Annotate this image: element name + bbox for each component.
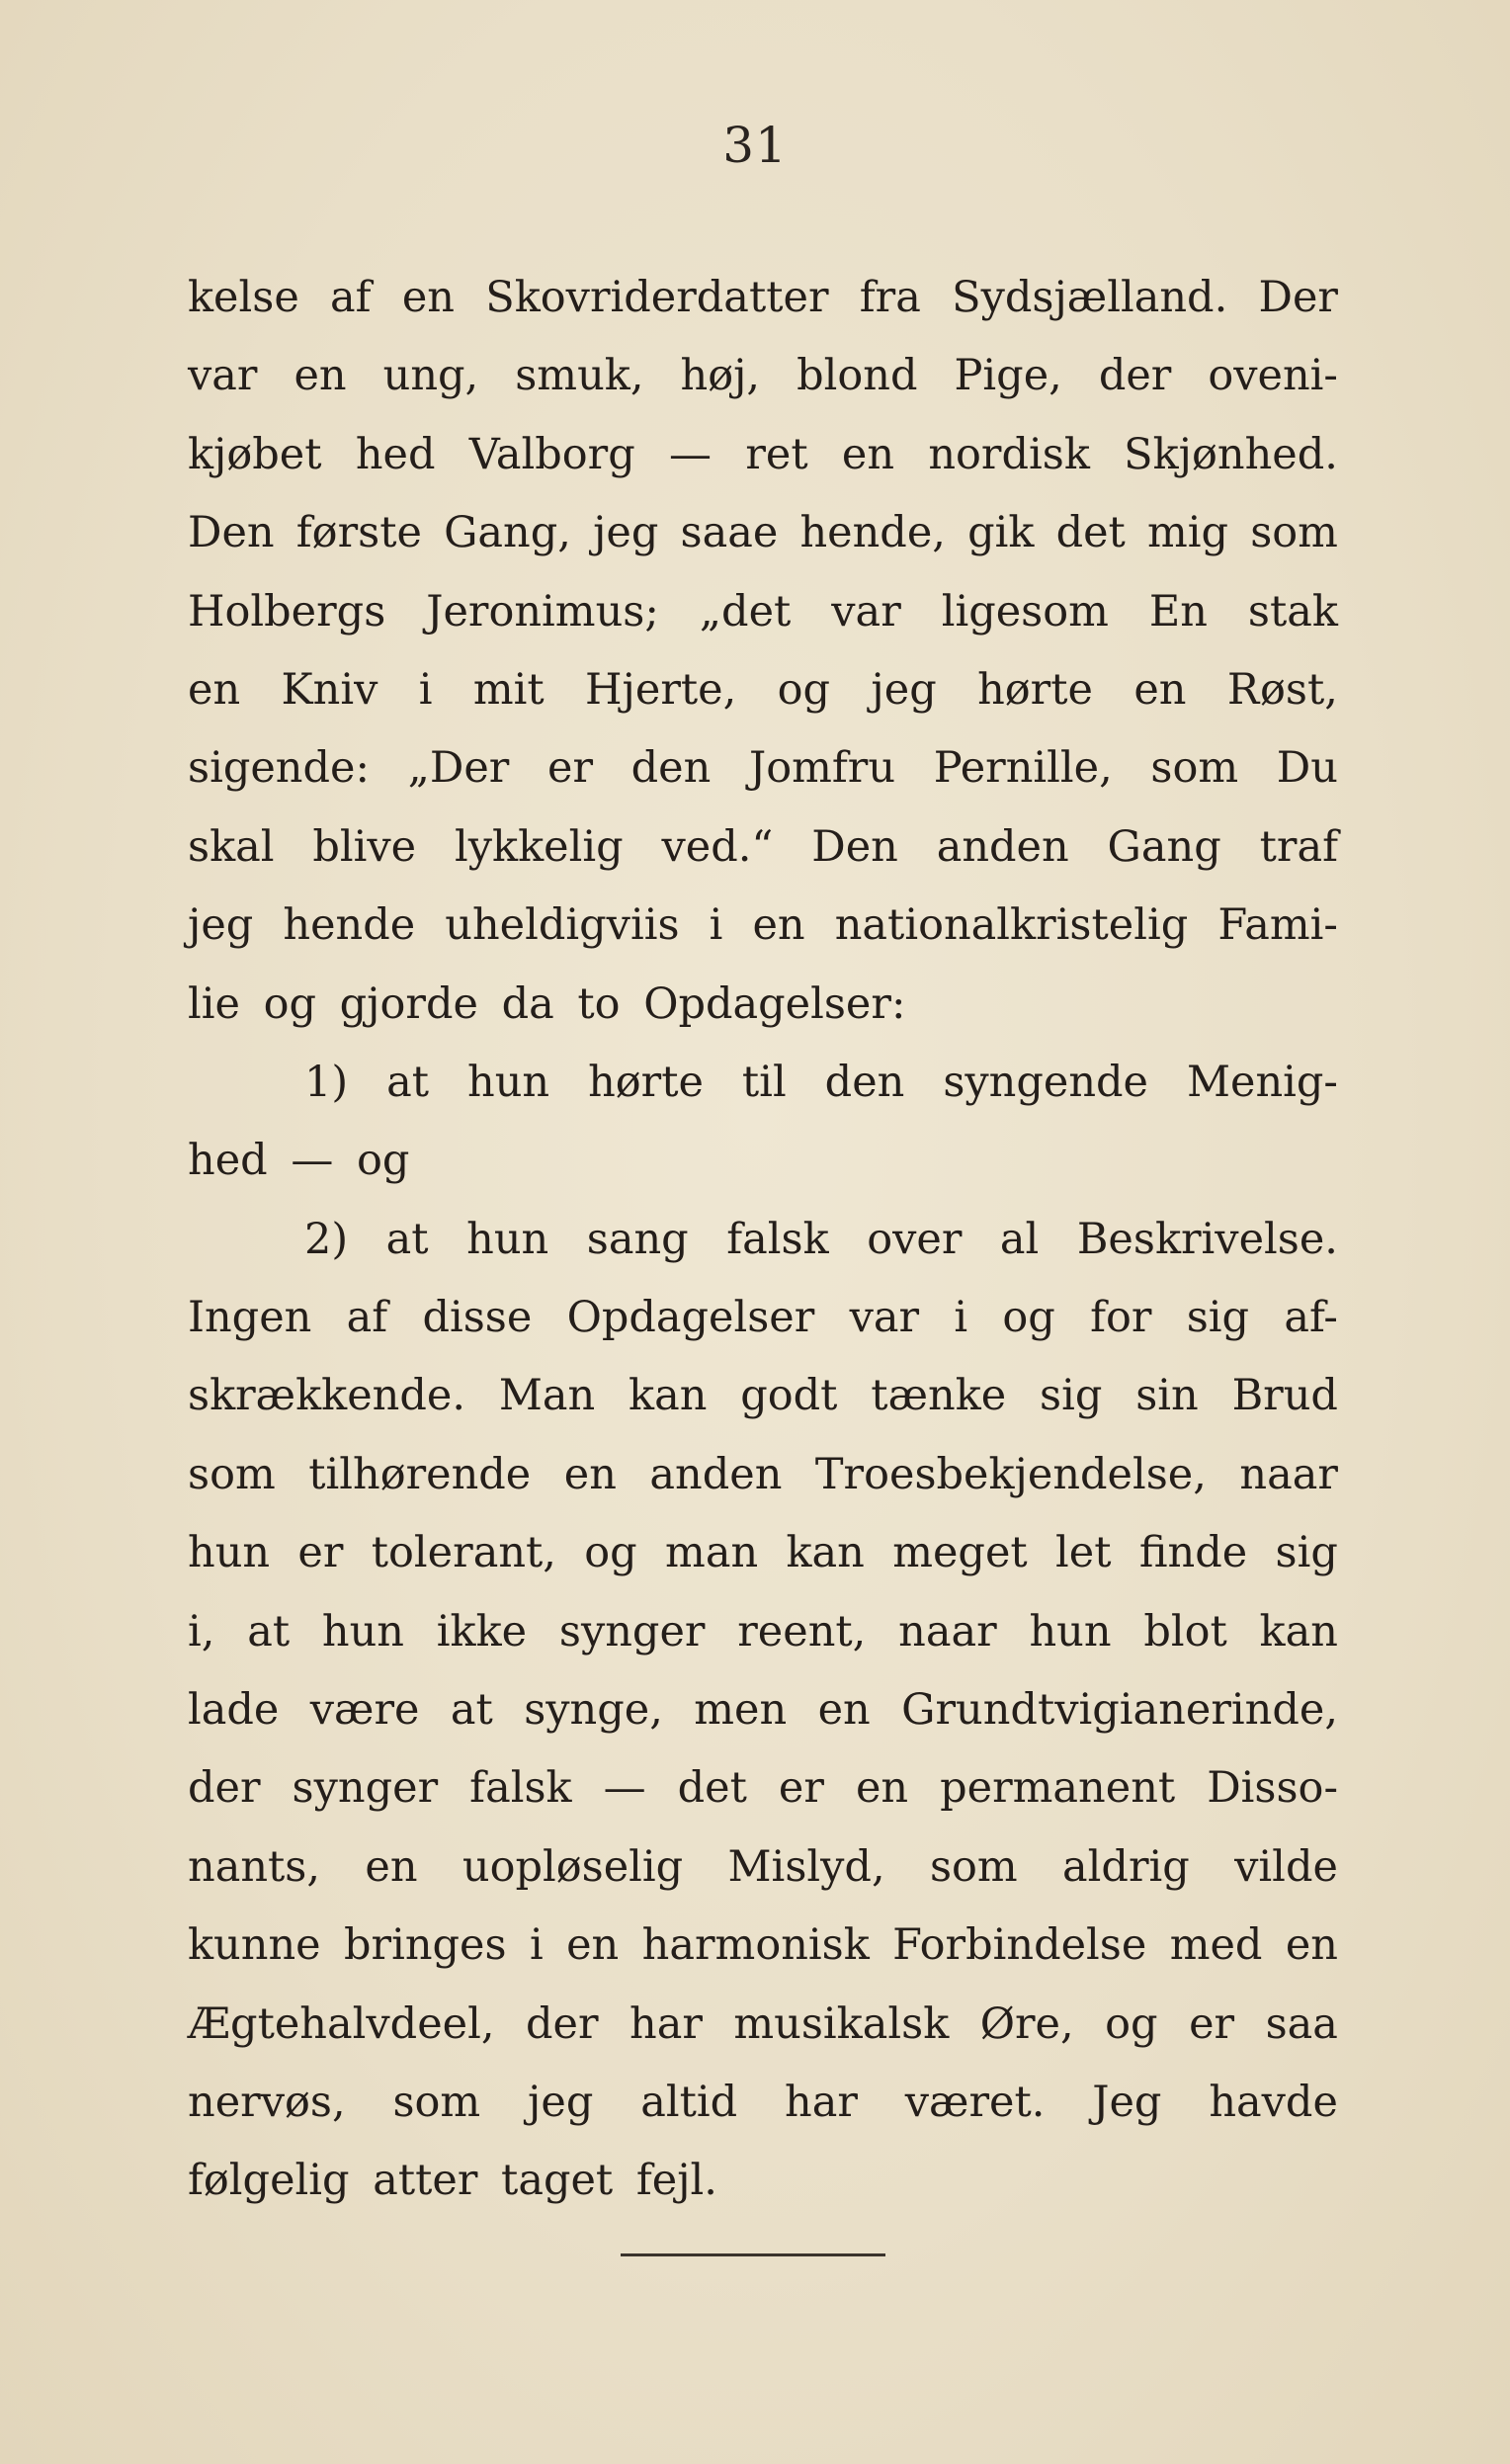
word: til: [741, 1057, 787, 1107]
word: er: [1189, 1998, 1235, 2049]
word: som: [392, 2077, 481, 2127]
word: Opdagelser:: [643, 978, 906, 1029]
word: harmonisk: [641, 1920, 870, 1971]
word: var: [849, 1293, 920, 1343]
text-line: [188, 2142, 1338, 2220]
word: hun: [321, 1606, 404, 1657]
word: sig: [1275, 1528, 1338, 1578]
word: Du: [1276, 743, 1338, 794]
word: hed: [188, 1136, 268, 1186]
word: hun: [188, 1528, 271, 1578]
word: en: [188, 664, 241, 715]
word: ret: [745, 429, 808, 479]
word: i,: [188, 1606, 215, 1657]
text-line: [188, 808, 1338, 887]
word: kan: [1259, 1606, 1338, 1657]
word: da: [501, 978, 554, 1029]
word: den: [630, 743, 712, 794]
word: Man: [498, 1371, 596, 1421]
word: mig: [1146, 508, 1229, 558]
word: er: [778, 1763, 824, 1814]
text-line: [188, 1044, 1338, 1122]
word: Opdagelser: [566, 1293, 815, 1343]
word: Gang: [1107, 821, 1221, 872]
word: tilhørende: [308, 1449, 532, 1499]
word: Gang,: [444, 508, 571, 558]
word: lade: [188, 1685, 280, 1736]
word: fra: [859, 273, 921, 322]
word: der: [526, 1998, 599, 2049]
text-line: [188, 2064, 1338, 2142]
word: —: [669, 429, 713, 479]
word: finde: [1138, 1528, 1248, 1578]
word: atter: [373, 2156, 478, 2206]
word: Jomfru: [748, 743, 896, 794]
word: Ingen: [188, 1293, 312, 1343]
word: og: [1002, 1293, 1055, 1343]
word: en: [563, 1449, 617, 1499]
word: Beskrivelse.: [1076, 1214, 1338, 1264]
word: hende: [283, 900, 416, 951]
word: hørte: [977, 664, 1093, 715]
word: „Der: [407, 743, 510, 794]
word: som: [188, 1449, 276, 1499]
text-line: [188, 651, 1338, 729]
word: Røst,: [1226, 664, 1338, 715]
word: har: [629, 1998, 703, 2049]
text-line: [188, 966, 1338, 1044]
word: smuk,: [515, 351, 644, 401]
word: fejl.: [635, 2156, 717, 2206]
word: Skjønhed.: [1124, 429, 1338, 479]
word: Mislyd,: [727, 1841, 885, 1892]
text-line: [188, 1671, 1338, 1749]
word: saa: [1265, 1998, 1338, 2049]
word: synge,: [524, 1685, 663, 1736]
body-text: [188, 259, 1338, 2221]
word: Holbergs: [188, 586, 386, 637]
word: ligesom: [941, 586, 1109, 637]
word: taget: [501, 2156, 614, 2206]
word: Ægtehalvdeel,: [188, 1998, 495, 2049]
word: følgelig: [188, 2156, 350, 2206]
text-line: [188, 1593, 1338, 1671]
text-line: [188, 1201, 1338, 1279]
page-number: 31: [722, 117, 788, 174]
word: en: [1133, 664, 1187, 715]
word: Kniv: [281, 664, 378, 715]
word: hed: [355, 429, 436, 479]
word: kan: [786, 1528, 865, 1578]
word: godt: [740, 1371, 838, 1421]
word: at: [247, 1606, 291, 1657]
word: i: [529, 1920, 544, 1971]
word: saae: [680, 508, 779, 558]
word: stak: [1247, 586, 1338, 637]
text-line: [188, 1907, 1338, 1985]
word: og: [356, 1136, 410, 1186]
text-line: [188, 729, 1338, 807]
word: Forbindelse: [892, 1920, 1147, 1971]
text-line: [188, 1357, 1338, 1435]
word: i: [709, 900, 723, 951]
word: Sydsjælland.: [952, 273, 1228, 322]
word: „det: [699, 586, 792, 637]
word: Fami-: [1217, 900, 1338, 951]
word: lie: [188, 978, 240, 1029]
word: en: [401, 273, 455, 322]
word: let: [1055, 1528, 1112, 1578]
word: skal: [188, 821, 275, 872]
word: en: [855, 1763, 909, 1814]
word: —: [291, 1136, 334, 1186]
word: anden: [649, 1449, 783, 1499]
text-line: [188, 259, 1338, 337]
text-line: [188, 337, 1338, 415]
word: uheldigviis: [445, 900, 680, 951]
word: der: [188, 1763, 261, 1814]
word: Brud: [1231, 1371, 1338, 1421]
word: Øre,: [979, 1998, 1074, 2049]
word: som: [929, 1841, 1018, 1892]
word: permanent: [940, 1763, 1176, 1814]
word: jeg: [528, 2077, 594, 2127]
word: kan: [629, 1371, 708, 1421]
word: har: [785, 2077, 858, 2127]
word: sin: [1135, 1371, 1199, 1421]
word: Jeronimus;: [426, 586, 659, 637]
word: Der: [1258, 273, 1338, 322]
word: syngende: [943, 1057, 1149, 1107]
word: en: [817, 1685, 871, 1736]
word: kunne: [188, 1920, 321, 1971]
word: En: [1148, 586, 1208, 637]
word: vilde: [1234, 1841, 1338, 1892]
word: Den: [188, 508, 275, 558]
word: var: [188, 351, 258, 401]
word: —: [603, 1763, 646, 1814]
word: sigende:: [188, 743, 370, 794]
word: synger: [558, 1606, 706, 1657]
word: og: [1105, 1998, 1158, 2049]
word: en: [841, 429, 895, 479]
word: kjøbet: [188, 429, 322, 479]
word: i: [418, 664, 433, 715]
word: hørte: [588, 1057, 704, 1107]
word: være: [309, 1685, 420, 1736]
text-line: [188, 1749, 1338, 1827]
word: blond: [797, 351, 918, 401]
word: Pige,: [954, 351, 1062, 401]
word: disse: [422, 1293, 533, 1343]
word: traf: [1259, 821, 1338, 872]
word: det: [677, 1763, 747, 1814]
word: 2): [304, 1214, 349, 1264]
word: en: [752, 900, 805, 951]
word: aldrig: [1062, 1841, 1190, 1892]
word: altid: [640, 2077, 738, 2127]
word: af-: [1284, 1293, 1338, 1343]
word: er: [547, 743, 594, 794]
word: som: [1250, 508, 1338, 558]
text-line: [188, 1436, 1338, 1514]
word: gik: [967, 508, 1035, 558]
word: naar: [1239, 1449, 1338, 1499]
word: nationalkristelig: [834, 900, 1189, 951]
word: kelse: [188, 273, 299, 322]
word: en: [294, 351, 347, 401]
word: sig: [1186, 1293, 1250, 1343]
word: af: [330, 273, 372, 322]
word: som: [1150, 743, 1239, 794]
word: en: [566, 1920, 620, 1971]
word: uopløselig: [461, 1841, 684, 1892]
word: 1): [304, 1057, 349, 1107]
word: falsk: [469, 1763, 572, 1814]
word: Den: [811, 821, 898, 872]
word: Valborg: [468, 429, 635, 479]
word: jeg: [871, 664, 937, 715]
word: ikke: [436, 1606, 528, 1657]
word: men: [694, 1685, 788, 1736]
text-line: [188, 1828, 1338, 1907]
word: nants,: [188, 1841, 321, 1892]
text-line: [188, 1122, 1338, 1200]
word: og: [584, 1528, 637, 1578]
word: Jeg: [1092, 2077, 1162, 2127]
word: lykkelig: [454, 821, 624, 872]
word: tolerant,: [371, 1528, 556, 1578]
word: sang: [586, 1214, 689, 1264]
text-line: [188, 1279, 1338, 1357]
word: anden: [936, 821, 1069, 872]
text-line: [188, 1514, 1338, 1592]
word: Disso-: [1207, 1763, 1338, 1814]
word: oveni-: [1208, 351, 1338, 401]
word: Grundtvigianerinde,: [901, 1685, 1338, 1736]
word: blot: [1143, 1606, 1227, 1657]
word: musikalsk: [733, 1998, 950, 2049]
word: var: [831, 586, 901, 637]
word: det: [1055, 508, 1126, 558]
word: hun: [1029, 1606, 1112, 1657]
word: mit: [472, 664, 545, 715]
word: reent,: [737, 1606, 867, 1657]
word: sig: [1040, 1371, 1103, 1421]
word: gjorde: [339, 978, 478, 1029]
word: ung,: [382, 351, 479, 401]
word: af: [346, 1293, 388, 1343]
word: over: [867, 1214, 963, 1264]
word: høj,: [680, 351, 761, 401]
word: hun: [466, 1214, 549, 1264]
word: Troesbekjendelse,: [814, 1449, 1207, 1499]
word: havde: [1209, 2077, 1338, 2127]
word: og: [777, 664, 831, 715]
text-line: [188, 573, 1338, 651]
word: hende,: [799, 508, 946, 558]
word: første: [295, 508, 422, 558]
word: været.: [904, 2077, 1046, 2127]
word: og: [263, 978, 317, 1029]
word: synger: [292, 1763, 439, 1814]
text-line: [188, 494, 1338, 572]
word: naar: [898, 1606, 997, 1657]
word: meget: [892, 1528, 1028, 1578]
word: for: [1090, 1293, 1152, 1343]
word: en: [1285, 1920, 1338, 1971]
word: ved.“: [661, 821, 774, 872]
word: blive: [312, 821, 417, 872]
word: med: [1169, 1920, 1263, 1971]
word: hun: [467, 1057, 550, 1107]
word: tænke: [871, 1371, 1007, 1421]
word: en: [365, 1841, 418, 1892]
text-line: [188, 1986, 1338, 2064]
word: der: [1098, 351, 1172, 401]
text-line: [188, 416, 1338, 494]
word: to: [577, 978, 621, 1029]
word: Menig-: [1186, 1057, 1338, 1107]
end-rule: [621, 2253, 885, 2256]
word: Pernille,: [933, 743, 1113, 794]
word: falsk: [726, 1214, 829, 1264]
word: man: [665, 1528, 759, 1578]
word: nordisk: [928, 429, 1090, 479]
word: nervøs,: [188, 2077, 346, 2127]
word: Hjerte,: [585, 664, 737, 715]
text-line: [188, 887, 1338, 965]
word: at: [450, 1685, 493, 1736]
word: skrækkende.: [188, 1371, 465, 1421]
word: al: [999, 1214, 1040, 1264]
word: den: [824, 1057, 905, 1107]
word: bringes: [343, 1920, 507, 1971]
word: jeg: [593, 508, 659, 558]
word: at: [385, 1214, 429, 1264]
word: i: [954, 1293, 968, 1343]
word: er: [297, 1528, 344, 1578]
word: jeg: [188, 900, 254, 951]
word: at: [386, 1057, 430, 1107]
word: Skovriderdatter: [485, 273, 829, 322]
